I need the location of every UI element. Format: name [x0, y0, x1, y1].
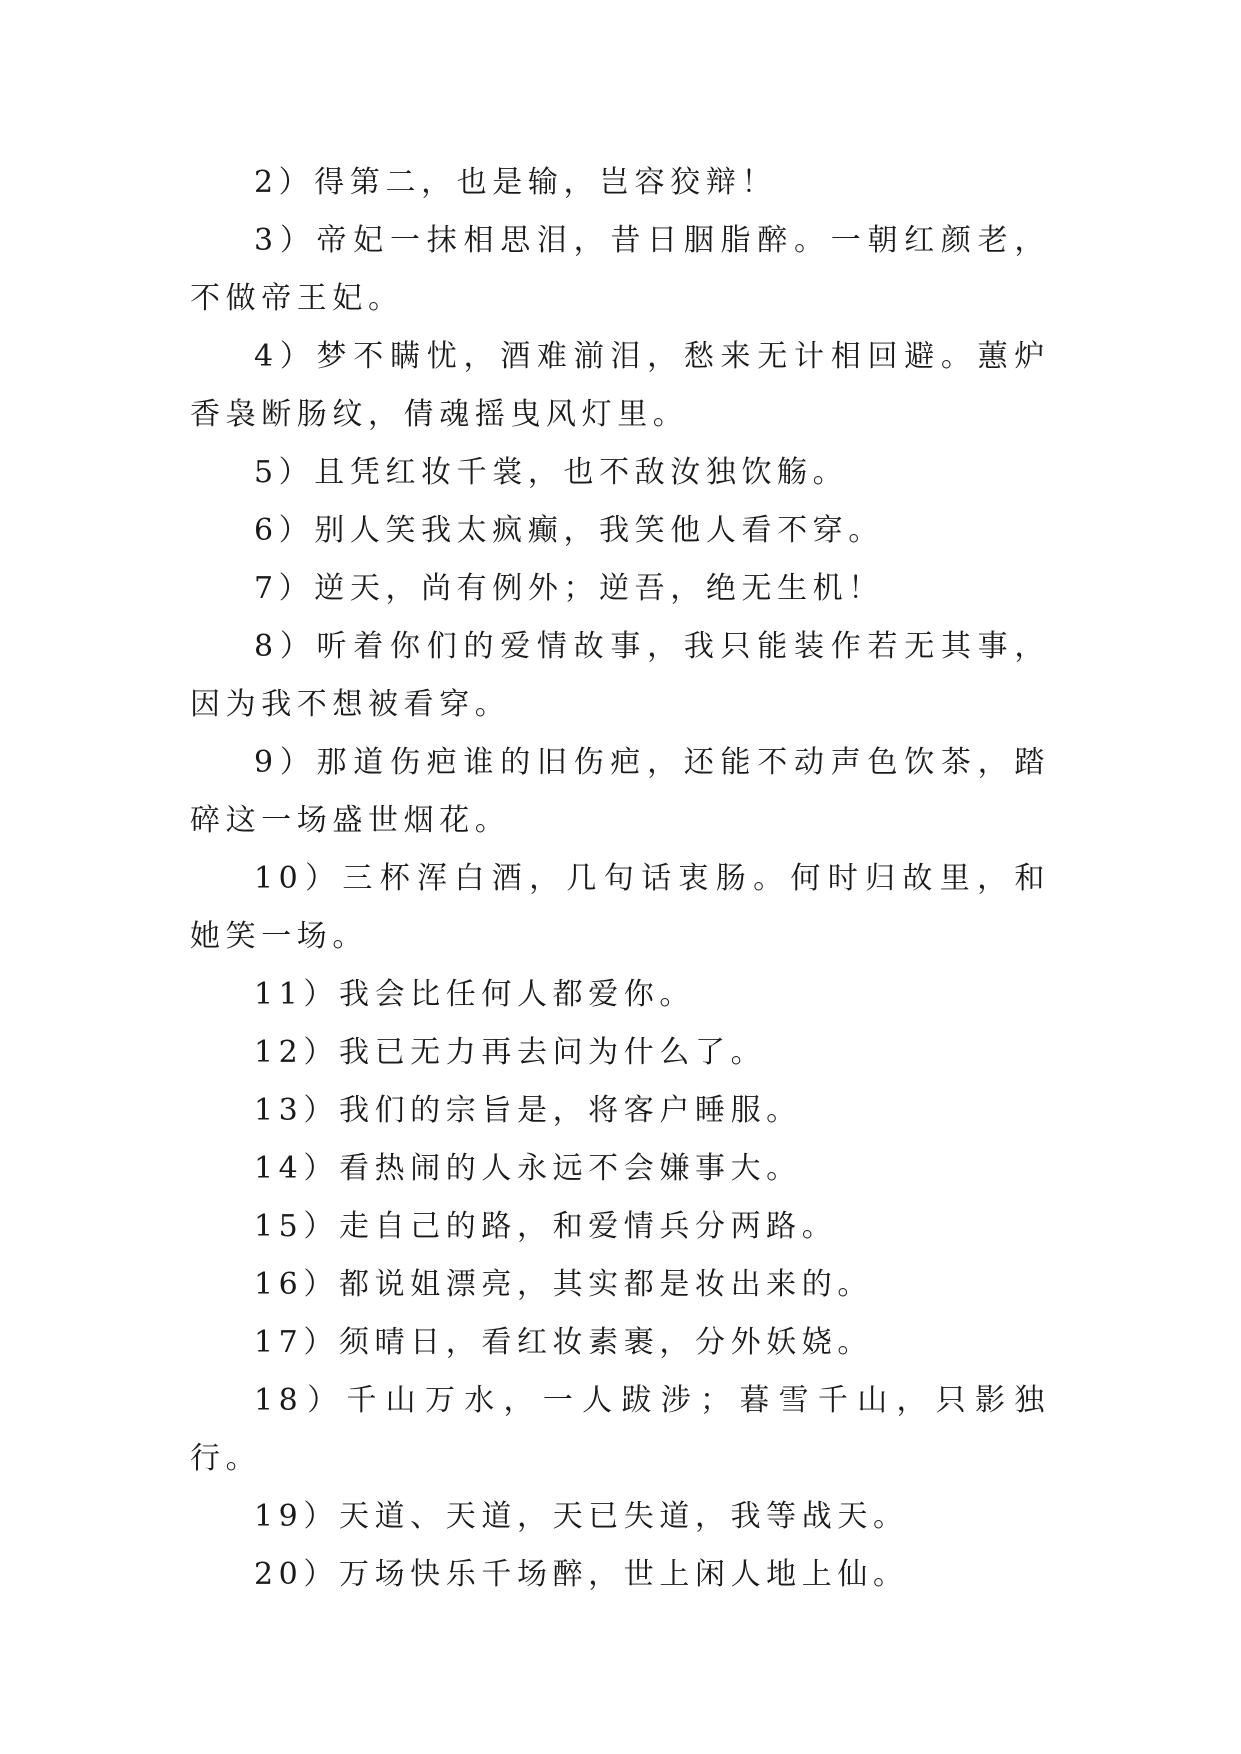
- list-item: 19）天道、天道，天已失道，我等战天。: [254, 1499, 909, 1534]
- list-item: 4）梦不瞒忧，酒难湔泪，愁来无计相回避。蕙炉香袅断肠纹，倩魂摇曳风灯里。: [190, 339, 1050, 432]
- list-item: 12）我已无力再去问为什么了。: [254, 1035, 767, 1070]
- list-item: 11）我会比任何人都爱你。: [254, 977, 695, 1012]
- list-item: 13）我们的宗旨是，将客户睡服。: [254, 1093, 802, 1128]
- list-item: 18）千山万水，一人跋涉；暮雪千山，只影独行。: [190, 1383, 1050, 1476]
- list-item: 5）且凭红妆千裳，也不敌汝独饮觞。: [254, 455, 849, 490]
- list-item: 14）看热闹的人永远不会嫌事大。: [254, 1151, 802, 1186]
- list-item: 10）三杯浑白酒，几句话衷肠。何时归故里，和她笑一场。: [190, 861, 1050, 954]
- list-item: 6）别人笑我太疯癫，我笑他人看不穿。: [254, 513, 884, 548]
- list-item: 3）帝妃一抹相思泪，昔日胭脂醉。一朝红颜老，不做帝王妃。: [190, 223, 1050, 316]
- list-item: 2）得第二，也是输，岂容狡辩！: [254, 165, 778, 200]
- list-item: 20）万场快乐千场醉，世上闲人地上仙。: [254, 1557, 909, 1592]
- list-item: 16）都说姐漂亮，其实都是妆出来的。: [254, 1267, 873, 1302]
- list-item: 15）走自己的路，和爱情兵分两路。: [254, 1209, 838, 1244]
- quote-list: [190, 154, 1050, 1604]
- list-item: 9）那道伤疤谁的旧伤疤，还能不动声色饮茶，踏碎这一场盛世烟花。: [190, 745, 1050, 838]
- list-item: 17）须晴日，看红妆素裹，分外妖娆。: [254, 1325, 873, 1360]
- list-item: 7）逆天，尚有例外；逆吾，绝无生机！: [254, 571, 884, 606]
- list-item: 8）听着你们的爱情故事，我只能装作若无其事，因为我不想被看穿。: [190, 629, 1050, 722]
